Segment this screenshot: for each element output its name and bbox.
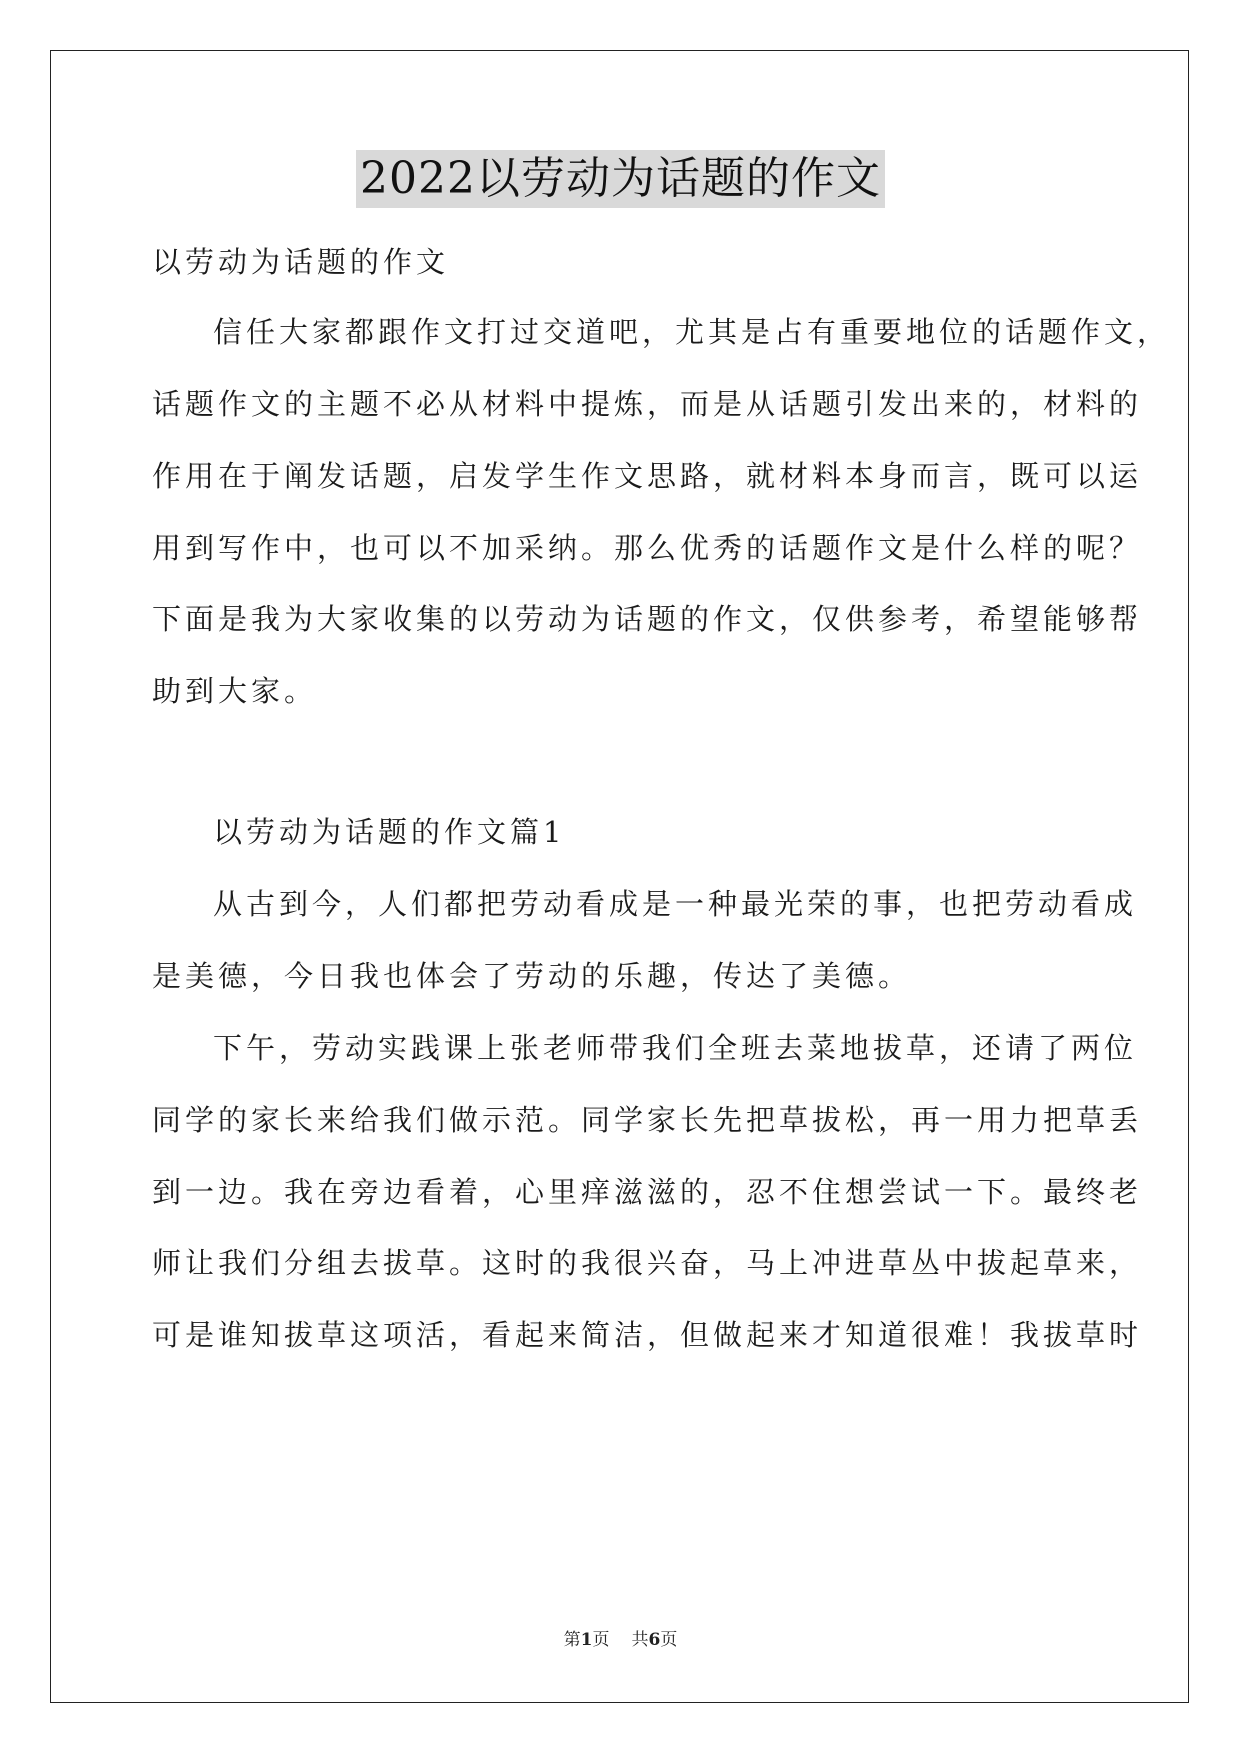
paragraph-line: 从古到今，人们都把劳动看成是一种最光荣的事，也把劳动看成 (213, 887, 1138, 921)
paragraph-line: 到一边。我在旁边看着，心里痒滋滋的，忍不住想尝试一下。最终老 (152, 1175, 1143, 1209)
document-title: 2022以劳动为话题的作文 (356, 150, 885, 208)
intro-line: 助到大家。 (152, 674, 318, 708)
intro-line: 信任大家都跟作文打过交道吧，尤其是占有重要地位的话题作文， (213, 315, 1171, 349)
document-subtitle: 以劳动为话题的作文 (152, 245, 450, 279)
page-footer (0, 1625, 1241, 1650)
footer-total-prefix: 共 (631, 1630, 649, 1650)
paragraph-line: 师让我们分组去拔草。这时的我很兴奋，马上冲进草丛中拔起草来， (152, 1246, 1143, 1280)
intro-line: 作用在于阐发话题，启发学生作文思路，就材料本身而言，既可以运 (152, 459, 1143, 493)
current-page-number: 1 (580, 1630, 593, 1650)
footer-prefix: 第 (563, 1630, 581, 1650)
paragraph-line: 下午，劳动实践课上张老师带我们全班去菜地拔草，还请了两位 (213, 1031, 1138, 1065)
paragraph-line: 是美德，今日我也体会了劳动的乐趣，传达了美德。 (152, 959, 912, 993)
intro-line: 下面是我为大家收集的以劳动为话题的作文，仅供参考，希望能够帮 (152, 602, 1143, 636)
paragraph-line: 可是谁知拔草这项活，看起来简洁，但做起来才知道很难！我拔草时 (152, 1318, 1143, 1352)
page-border (50, 50, 1189, 1703)
intro-line: 话题作文的主题不必从材料中提炼，而是从话题引发出来的，材料的 (152, 387, 1143, 421)
section-heading: 以劳动为话题的作文篇1 (213, 815, 566, 849)
footer-total-suffix: 页 (660, 1630, 678, 1650)
paragraph-line: 同学的家长来给我们做示范。同学家长先把草拔松，再一用力把草丢 (152, 1103, 1143, 1137)
footer-page-suffix: 页 (592, 1630, 610, 1650)
intro-line: 用到写作中，也可以不加采纳。那么优秀的话题作文是什么样的呢？ (152, 531, 1143, 565)
total-page-count: 6 (648, 1630, 661, 1650)
